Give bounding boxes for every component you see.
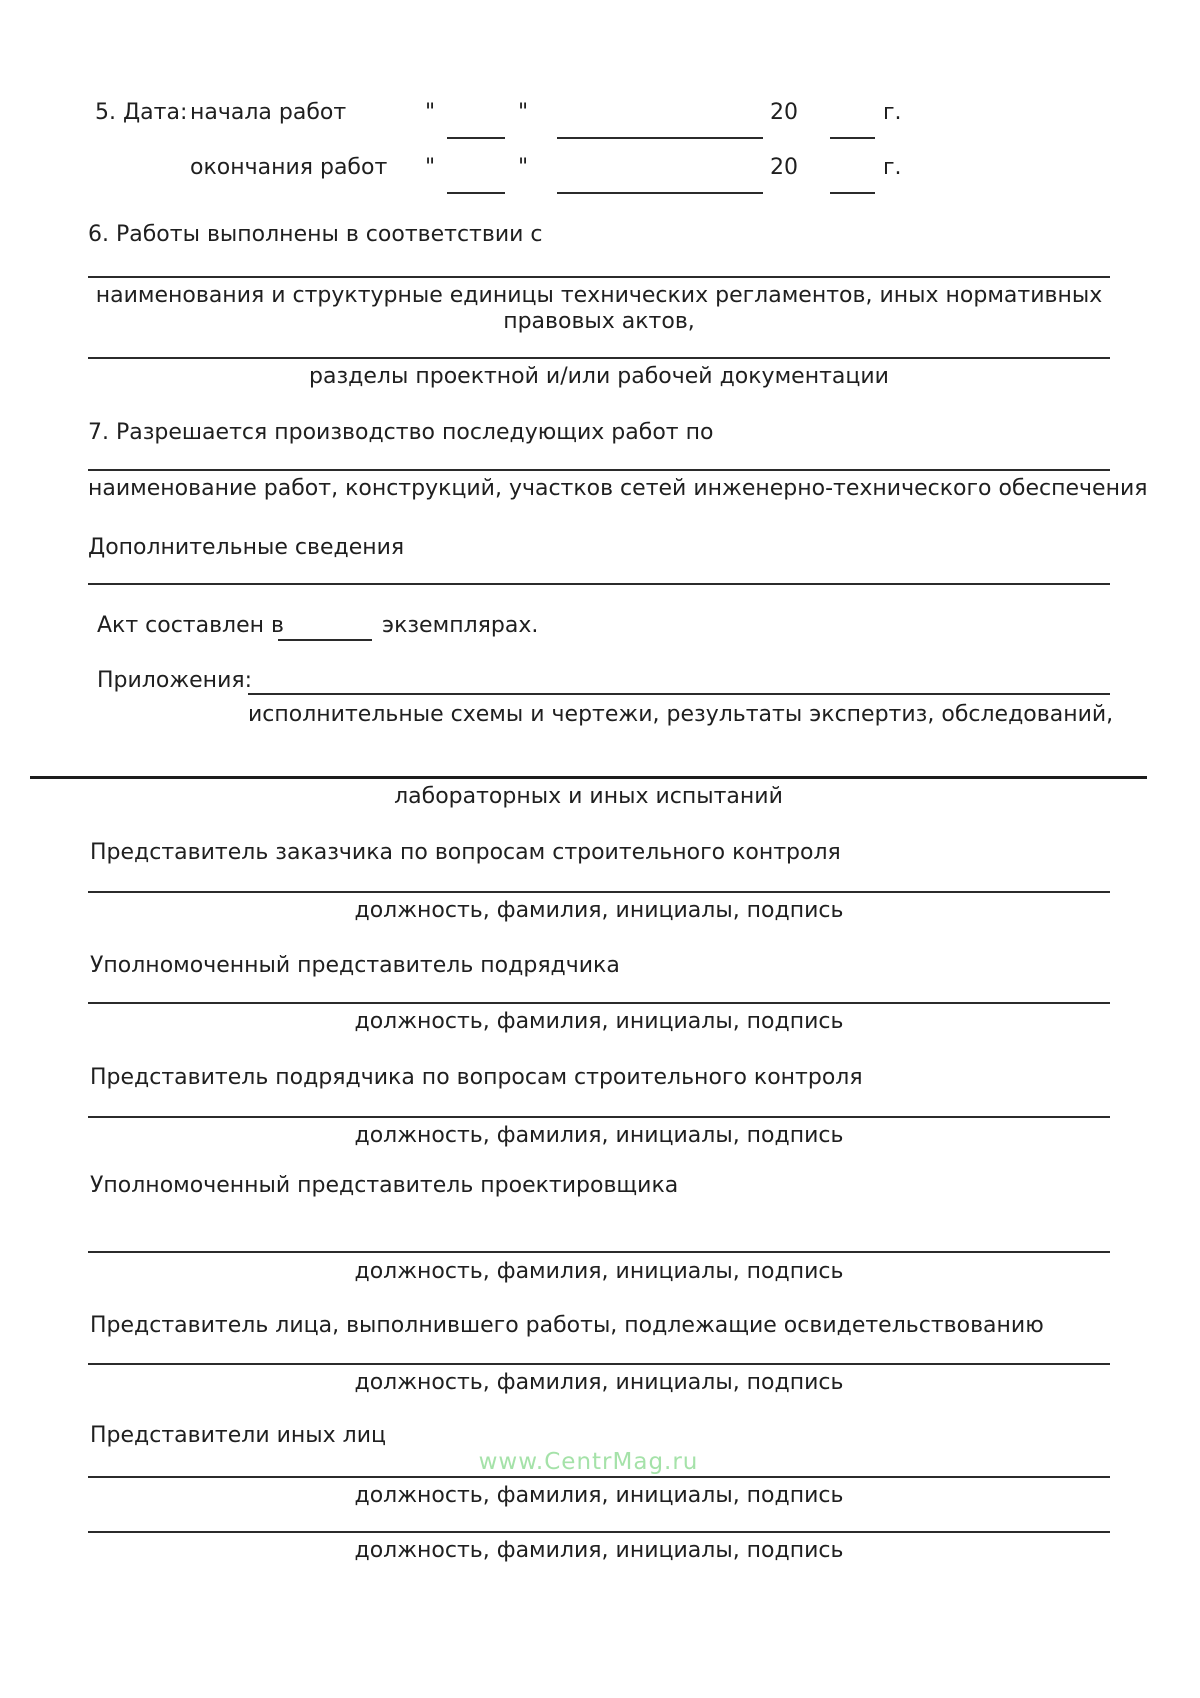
section6-caption-line2: правовых актов, [503,309,695,334]
signature-line [88,1002,1110,1004]
signature-line [88,1476,1110,1478]
signature-caption: должность, фамилия, инициалы, подпись [354,1483,844,1508]
signature-label-contractor-representative: Уполномоченный представитель подрядчика [90,953,620,978]
date-start-label: начала работ [190,100,347,125]
signature-line [88,891,1110,893]
signature-label-work-performer: Представитель лица, выполнившего работы, подлежащие освидетельствованию [90,1313,1044,1338]
signature-label-contractor-control: Представитель подрядчика по вопросам строительного контроля [90,1065,863,1090]
section7-heading: 7. Разрешается производство последующих работ по [88,420,714,445]
act-copies-suffix: экземплярах. [382,613,539,638]
signature-line [88,1363,1110,1365]
section6-heading: 6. Работы выполнены в соответствии с [88,222,543,247]
additional-info-blank-line [88,583,1110,585]
watermark: www.CentrMag.ru [478,1449,699,1475]
signature-caption: должность, фамилия, инициалы, подпись [354,1538,844,1563]
date-start-year-suffix: г. [883,100,902,125]
act-copies-prefix: Акт составлен в [97,613,284,638]
date-start-day-blank [447,137,505,139]
attachments-caption-line2: лабораторных и иных испытаний [394,784,783,809]
section7-blank-line [88,469,1110,471]
signature-line [88,1116,1110,1118]
section7-caption: наименование работ, конструкций, участков сетей инженерно-технического обеспечения [88,476,1148,501]
attachments-blank-line [248,693,1110,695]
date-start-open-quote: " [425,100,436,125]
date-start-year-blank [830,137,875,139]
signature-caption: должность, фамилия, инициалы, подпись [354,898,844,923]
date-end-year-blank [830,192,875,194]
signature-line [88,1531,1110,1533]
additional-info-label: Дополнительные сведения [88,535,405,560]
date-end-year-suffix: г. [883,155,902,180]
signature-caption: должность, фамилия, инициалы, подпись [354,1370,844,1395]
signature-caption: должность, фамилия, инициалы, подпись [354,1009,844,1034]
act-copies-blank [278,639,372,641]
date-end-day-blank [447,192,505,194]
date-start-month-blank [557,137,763,139]
attachments-label: Приложения: [97,668,253,693]
date-section-number: 5. Дата: [95,100,188,125]
section6-blank-line-1 [88,276,1110,278]
attachments-continuation-line [30,776,1147,779]
section6-caption2: разделы проектной и/или рабочей документации [309,364,889,389]
date-end-month-blank [557,192,763,194]
signature-caption: должность, фамилия, инициалы, подпись [354,1123,844,1148]
date-end-open-quote: " [425,155,436,180]
signature-label-designer-representative: Уполномоченный представитель проектировщика [90,1173,679,1198]
attachments-caption-line1: исполнительные схемы и чертежи, результаты экспертиз, обследований, [248,702,1114,727]
signature-caption: должность, фамилия, инициалы, подпись [354,1259,844,1284]
signature-label-other-persons: Представители иных лиц [90,1423,387,1448]
date-end-close-quote: " [518,155,529,180]
section6-blank-line-2 [88,357,1110,359]
section6-caption-line1: наименования и структурные единицы технических регламентов, иных нормативных [95,283,1103,308]
date-end-label: окончания работ [190,155,388,180]
signature-label-customer-control: Представитель заказчика по вопросам строительного контроля [90,840,841,865]
date-end-century: 20 [770,155,798,180]
date-start-century: 20 [770,100,798,125]
signature-line [88,1251,1110,1253]
date-start-close-quote: " [518,100,529,125]
